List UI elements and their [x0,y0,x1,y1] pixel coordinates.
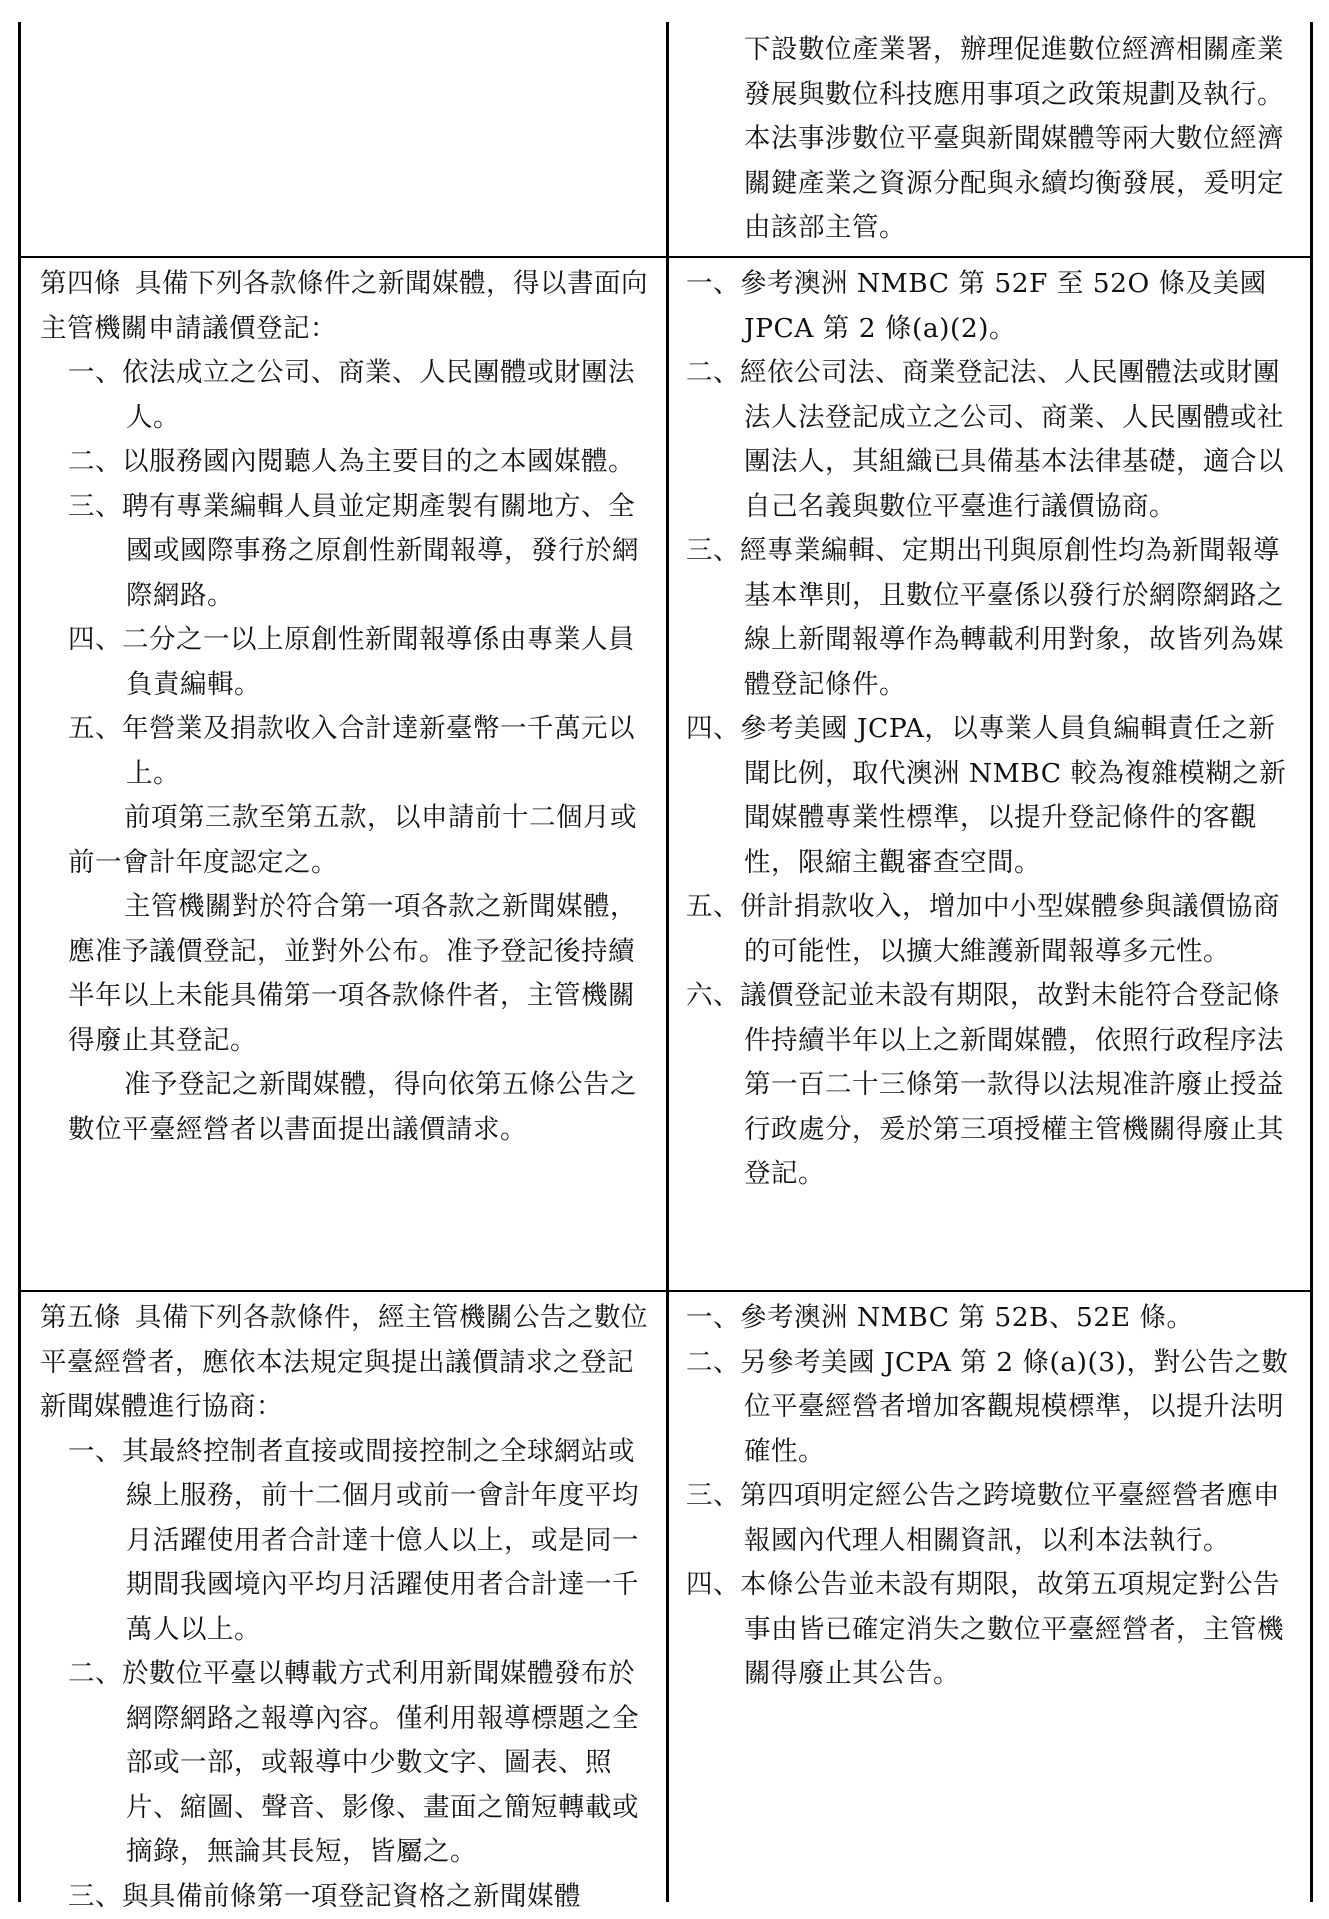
article-4-item-2: 二、以服務國內閱聽人為主要目的之本國媒體。 [68,440,650,485]
article-5-note-1: 一、參考澳洲 NMBC 第 52B、52E 條。 [686,1296,1292,1341]
article-4-label: 第四條 [40,268,121,299]
article-4-item-4: 四、二分之一以上原創性新聞報導係由專業人員負責編輯。 [68,618,650,707]
article-5-text [40,1296,650,1919]
article-4-item-5: 五、年營業及捐款收入合計達新臺幣一千萬元以上。 [68,707,650,796]
article-4-note-4: 四、參考美國 JCPA，以專業人員負編輯責任之新聞比例，取代澳洲 NMBC 較為複雜模糊之新聞媒體專業性標準，以提升登記條件的客觀性，限縮主觀審查空間。 [686,707,1292,885]
table-border-middle [666,22,669,1902]
article-4-intro: 具備下列各款條件之新聞媒體，得以書面向主管機關申請議價登記： [40,268,648,344]
article-5-label: 第五條 [40,1302,121,1333]
article-5-note-4: 四、本條公告並未設有期限，故第五項規定對公告事由皆已確定消失之數位平臺經營者，主管機關得廢止其公告。 [686,1563,1292,1697]
article-5-heading [40,1296,650,1430]
article-4-note-3: 三、經專業編輯、定期出刊與原創性均為新聞報導基本準則，且數位平臺係以發行於網際網路之線上新聞報導作為轉載利用對象，故皆列為媒體登記條件。 [686,529,1292,707]
article-5-item-2: 二、於數位平臺以轉載方式利用新聞媒體發布於網際網路之報導內容。僅利用報導標題之全部或一部，或報導中少數文字、圖表、照片、縮圖、聲音、影像、畫面之簡短轉載或摘錄，無論其長短，皆屬之。 [68,1652,650,1875]
article-5-note-3: 三、第四項明定經公告之跨境數位平臺經營者應申報國內代理人相關資訊，以利本法執行。 [686,1474,1292,1563]
article-4-note-6: 六、議價登記並未設有期限，故對未能符合登記條件持續半年以上之新聞媒體，依照行政程序法第一百二十三條第一款得以法規准許廢止授益行政處分，爰於第三項授權主管機關得廢止其登記。 [686,974,1292,1197]
table-border-left [18,22,21,1902]
article-4-heading [40,262,650,351]
article-4-item-1: 一、依法成立之公司、商業、人民團體或財團法人。 [68,351,650,440]
article-5-item-1: 一、其最終控制者直接或間接控制之全球網站或線上服務，前十二個月或前一會計年度平均月活躍使用者合計達十億人以上，或是同一期間我國境內平均月活躍使用者合計達一千萬人以上。 [68,1430,650,1653]
explanation-text: 下設數位產業署，辦理促進數位經濟相關產業發展與數位科技應用事項之政策規劃及執行。本法事涉數位平臺與新聞媒體等兩大數位經濟關鍵產業之資源分配與永續均衡發展，爰明定由該部主管。 [744,28,1292,251]
row-divider-2 [18,1290,1313,1292]
article-5-intro: 具備下列各款條件，經主管機關公告之數位平臺經營者，應依本法規定與提出議價請求之登記新聞媒體進行協商： [40,1302,648,1422]
article-4-note-2: 二、經依公司法、商業登記法、人民團體法或財團法人法登記成立之公司、商業、人民團體或社團法人，其組織已具備基本法律基礎，適合以自己名義與數位平臺進行議價協商。 [686,351,1292,529]
article-4-text [40,262,650,1152]
top-row-explanation [744,28,1292,251]
article-4-para-3: 主管機關對於符合第一項各款之新聞媒體，應准予議價登記，並對外公布。准予登記後持續半年以上未能具備第一項各款條件者，主管機關得廢止其登記。 [40,885,650,1063]
article-4-item-3: 三、聘有專業編輯人員並定期產製有關地方、全國或國際事務之原創性新聞報導，發行於網際網路。 [68,485,650,619]
article-4-explanation [686,262,1292,1197]
article-4-para-2: 前項第三款至第五款，以申請前十二個月或前一會計年度認定之。 [40,796,650,885]
article-4-note-1: 一、參考澳洲 NMBC 第 52F 至 52O 條及美國 JPCA 第 2 條(a)(2)。 [686,262,1292,351]
row-divider-1 [18,256,1313,258]
article-4-para-4: 准予登記之新聞媒體，得向依第五條公告之數位平臺經營者以書面提出議價請求。 [40,1063,650,1152]
article-5-item-3: 三、與具備前條第一項登記資格之新聞媒體 [68,1875,650,1919]
table-border-right [1310,22,1313,1902]
article-5-note-2: 二、另參考美國 JCPA 第 2 條(a)(3)，對公告之數位平臺經營者增加客觀規模標準，以提升法明確性。 [686,1341,1292,1475]
article-4-note-5: 五、併計捐款收入，增加中小型媒體參與議價協商的可能性，以擴大維護新聞報導多元性。 [686,885,1292,974]
article-5-explanation [686,1296,1292,1697]
